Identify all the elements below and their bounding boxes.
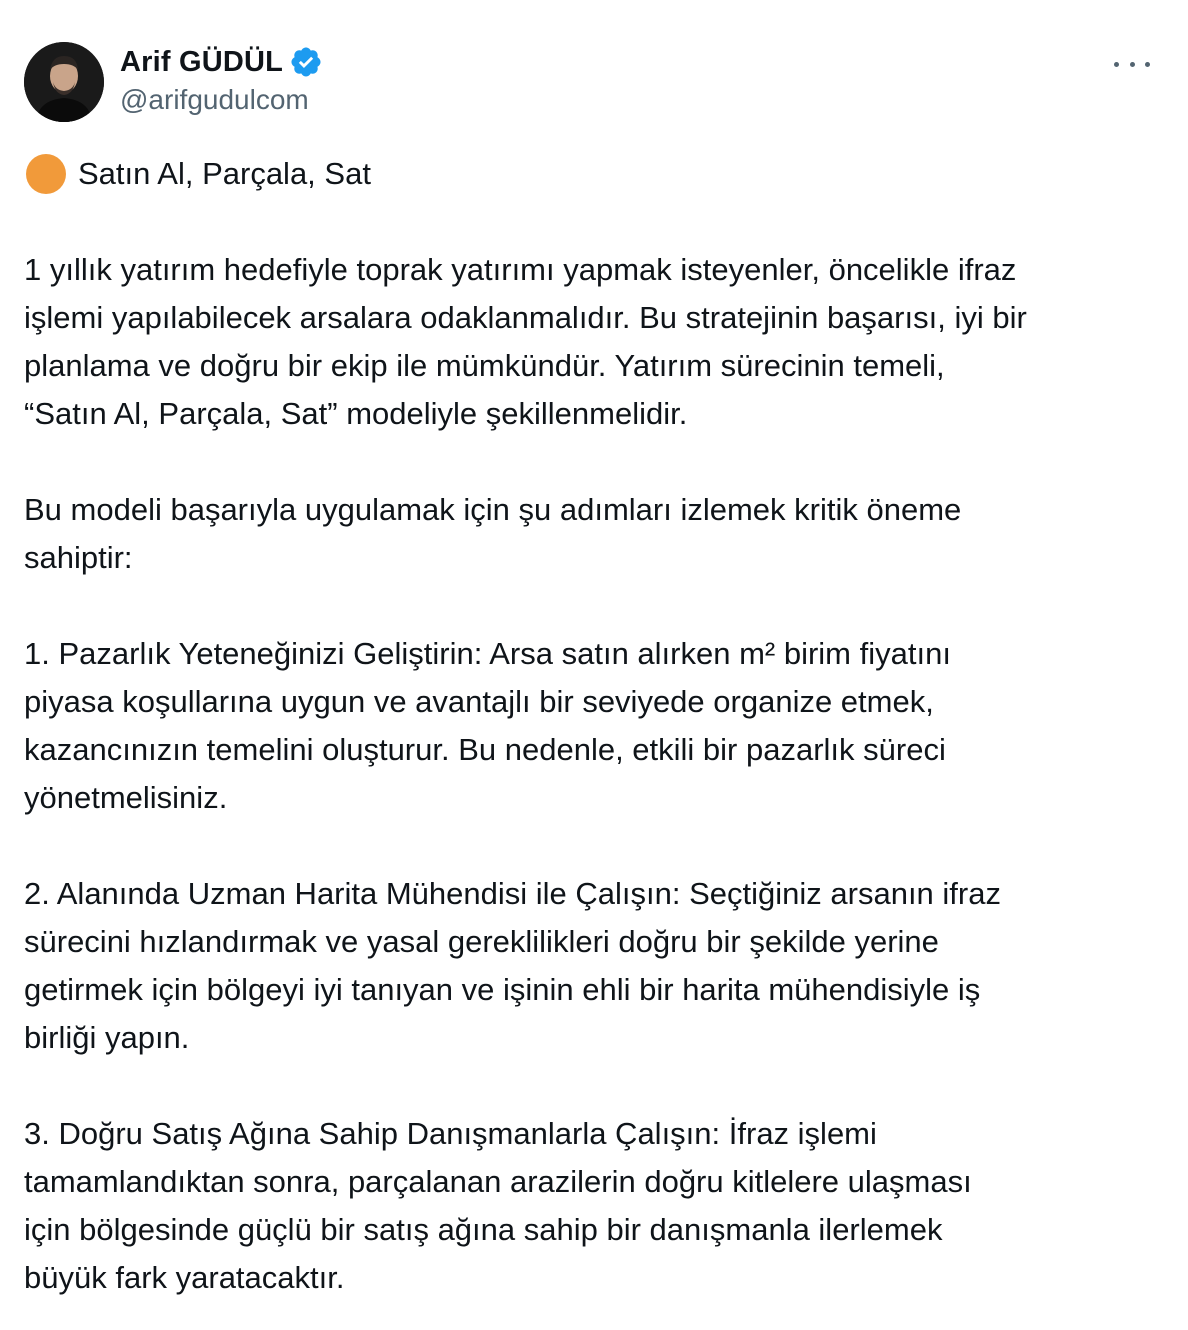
- display-name-row: [120, 42, 323, 82]
- avatar[interactable]: [24, 42, 104, 122]
- text-line: tamamlandıktan sonra, parçalanan arazilerin doğru kitlelere ulaşması: [24, 1164, 972, 1199]
- text-line: 2. Alanında Uzman Harita Mühendisi ile Çalışın: Seçtiğiniz arsanın ifraz: [24, 876, 1001, 911]
- text-line: sürecini hızlandırmak ve yasal gereklilikleri doğru bir şekilde yerine: [24, 924, 939, 959]
- step-3: [24, 1110, 1164, 1302]
- text-line: 1. Pazarlık Yeteneğinizi Geliştirin: Arsa satın alırken m² birim fiyatını: [24, 636, 951, 671]
- text-line: getirmek için bölgeyi iyi tanıyan ve işinin ehli bir harita mühendisiyle iş: [24, 972, 981, 1007]
- paragraph-steps-intro: [24, 486, 1164, 582]
- text-line: 3. Doğru Satış Ağına Sahip Danışmanlarla Çalışın: İfraz işlemi: [24, 1116, 877, 1151]
- step-1: [24, 630, 1164, 822]
- text-line: işlemi yapılabilecek arsalara odaklanmalıdır. Bu stratejinin başarısı, iyi bir: [24, 300, 1027, 335]
- verified-badge-icon[interactable]: [289, 45, 323, 79]
- tweet-header: [24, 42, 1164, 124]
- avatar-photo-icon: [24, 42, 104, 122]
- text-line: sahiptir:: [24, 540, 133, 575]
- text-line: “Satın Al, Parçala, Sat” modeliyle şekillenmelidir.: [24, 396, 688, 431]
- orange-circle-icon: [26, 154, 66, 194]
- paragraph-intro: [24, 246, 1164, 438]
- tweet-title-line: [24, 150, 1164, 198]
- step-2: [24, 870, 1164, 1062]
- text-line: için bölgesinde güçlü bir satış ağına sahip bir danışmanla ilerlemek: [24, 1212, 943, 1247]
- text-line: Bu modeli başarıyla uygulamak için şu adımları izlemek kritik öneme: [24, 492, 962, 527]
- display-name[interactable]: Arif GÜDÜL: [120, 45, 284, 78]
- text-line: yönetmelisiniz.: [24, 780, 228, 815]
- more-options-icon[interactable]: [1114, 50, 1150, 78]
- tweet-text: [24, 150, 1164, 1302]
- text-line: piyasa koşullarına uygun ve avantajlı bir seviyede organize etmek,: [24, 684, 934, 719]
- tweet-title: Satın Al, Parçala, Sat: [78, 156, 371, 191]
- text-line: planlama ve doğru bir ekip ile mümkündür. Yatırım sürecinin temeli,: [24, 348, 945, 383]
- text-line: kazancınızın temelini oluşturur. Bu nedenle, etkili bir pazarlık süreci: [24, 732, 946, 767]
- text-line: büyük fark yaratacaktır.: [24, 1260, 345, 1295]
- author-handle[interactable]: @arifgudulcom: [120, 84, 309, 115]
- text-line: birliği yapın.: [24, 1020, 190, 1055]
- author-names: [120, 42, 323, 118]
- text-line: 1 yıllık yatırım hedefiyle toprak yatırımı yapmak isteyenler, öncelikle ifraz: [24, 252, 1017, 287]
